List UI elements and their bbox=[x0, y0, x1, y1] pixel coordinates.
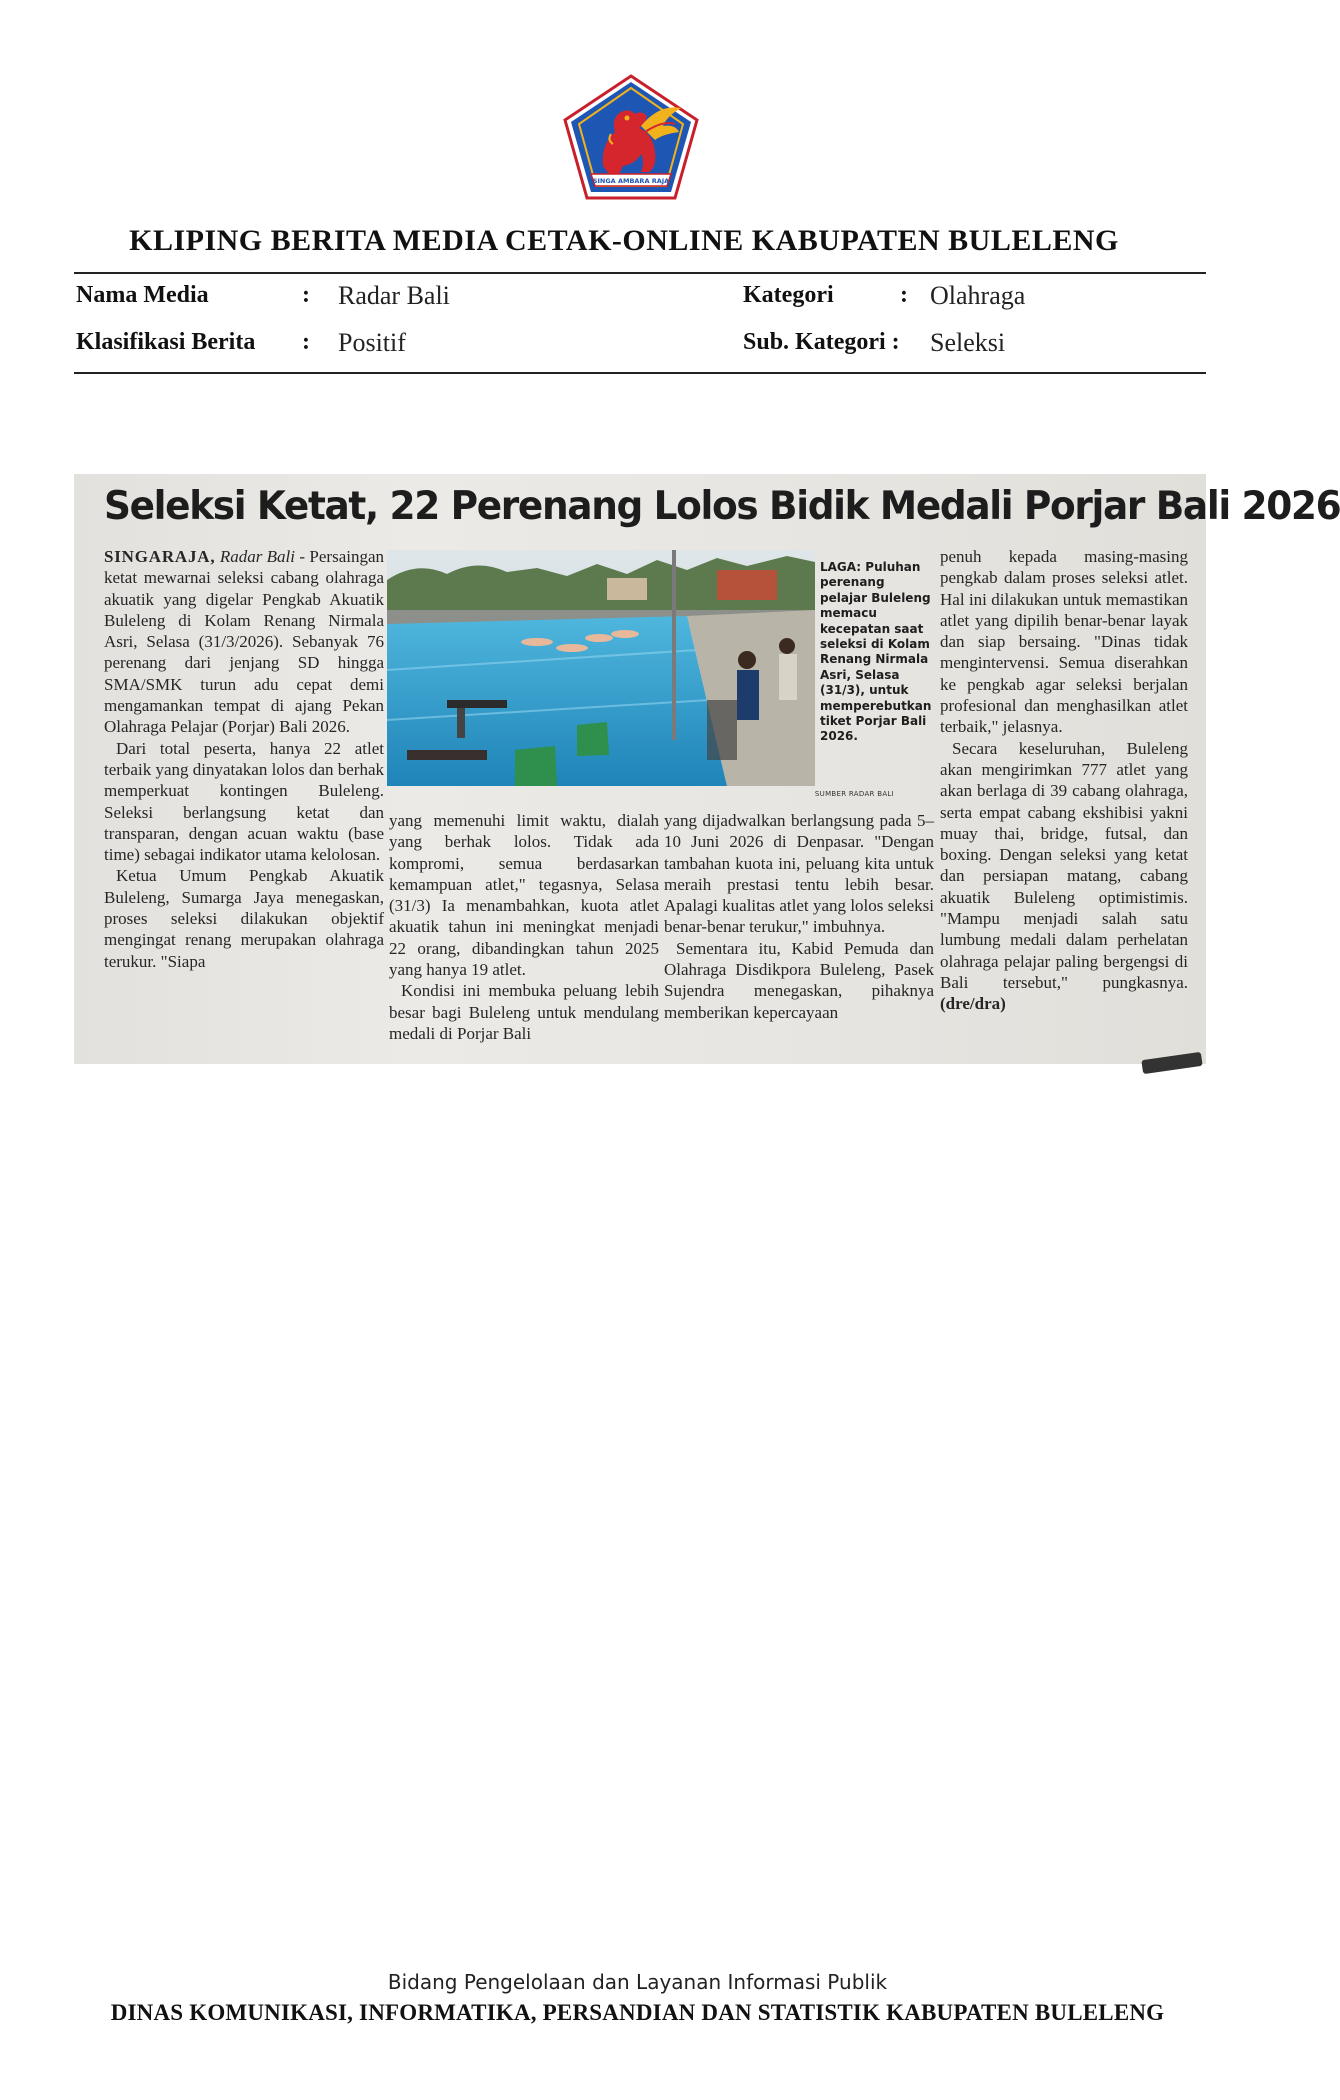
article-paragraph bbox=[104, 546, 384, 738]
article-source: Radar Bali bbox=[219, 547, 296, 566]
subcategory-label: Sub. Kategori : bbox=[743, 329, 900, 355]
article-paragraph: yang memenuhi limit waktu, dialah yang berhak lolos. Tidak ada kompromi, semua berdasarkan kemampuan atlet," tegasnya, Selasa (31/3) Ia menambahkan, kuota atlet akuatik tahun ini meningkat menjadi 22 orang, dibandingkan tahun 2025 yang hanya 19 atlet. bbox=[389, 811, 659, 980]
article-column-2 bbox=[389, 810, 659, 1044]
media-colon: : bbox=[302, 282, 310, 308]
classification-value: Positif bbox=[338, 328, 406, 357]
subcategory-value: Seleksi bbox=[930, 328, 1006, 357]
category-colon: : bbox=[900, 282, 908, 308]
photo-credit: SUMBER RADAR BALI bbox=[814, 790, 894, 798]
logo-text: SINGA AMBARA RAJA bbox=[592, 177, 670, 185]
footer-agency: DINAS KOMUNIKASI, INFORMATIKA, PERSANDIAN DAN STATISTIK KABUPATEN BULELENG bbox=[110, 2000, 1165, 2025]
photo-caption: LAGA: Puluhan perenang pelajar Buleleng memacu kecepatan saat seleksi di Kolam Renang Nirmala Asri, Selasa (31/3), untuk memperebutkan tiket Porjar Bali 2026. bbox=[820, 560, 932, 744]
article-text: - Persaingan ketat mewarnai seleksi cabang olahraga akuatik yang digelar Pengkab Akuatik Buleleng di Kolam Renang Nirmala Asri, Selasa (31/3/2026). Sebanyak 76 perenang dari jenjang SD hingga SMA/SMK turun adu cepat demi mengamankan tempat di ajang Pekan Olahraga Pelajar (Porjar) Bali 2026. bbox=[104, 547, 385, 737]
article-dateline: SINGARAJA, bbox=[104, 547, 216, 566]
article-paragraph: Sementara itu, Kabid Pemuda dan Olahraga Disdikpora Buleleng, Pasek Sujendra menegaskan, pihaknya memberikan kepercayaan bbox=[664, 938, 934, 1022]
article-paragraph: penuh kepada masing-masing pengkab dalam proses seleksi atlet. Hal ini dilakukan untuk memastikan atlet yang dipilih benar-benar layak dan siap bersaing. "Dinas tidak mengintervensi. Semua diserahkan ke pengkab agar seleksi berjalan profesional dan menghasilkan atlet terbaik," jelasnya. bbox=[940, 547, 1188, 737]
media-label: Nama Media bbox=[76, 282, 209, 308]
article-column-1 bbox=[104, 546, 384, 972]
article-paragraph: Ketua Umum Pengkab Akuatik Buleleng, Sumarga Jaya menegaskan, proses seleksi dilakukan objektif mengingat renang merupakan olahraga terukur. "Siapa bbox=[104, 866, 384, 971]
article-paragraph: yang dijadwalkan berlangsung pada 5–10 Juni 2026 di Denpasar. "Dengan tambahan kuota ini, peluang kita untuk meraih prestasi tentu lebih besar. Apalagi kualitas atlet yang lolos seleksi benar-benar terukur," imbuhnya. bbox=[664, 811, 934, 937]
document-title: KLIPING BERITA MEDIA CETAK-ONLINE KABUPATEN BULELENG bbox=[129, 224, 1119, 257]
category-label: Kategori bbox=[743, 282, 834, 308]
article-headline: Seleksi Ketat, 22 Perenang Lolos Bidik Medali Porjar Bali 2026 bbox=[104, 484, 1340, 529]
classification-label: Klasifikasi Berita bbox=[76, 329, 256, 355]
divider-bottom bbox=[74, 372, 1206, 374]
article-paragraph bbox=[940, 738, 1188, 1015]
article-paragraph: Kondisi ini membuka peluang lebih besar bagi Buleleng untuk mendulang medali di Porjar Bali bbox=[389, 981, 659, 1043]
article-text: Secara keseluruhan, Buleleng akan mengirimkan 777 atlet yang akan berlaga di 39 cabang olahraga, serta empat cabang ekshibisi yakni muay thai, bridge, futsal, dan boxing. Dengan seleksi yang ketat dan persiapan matang, cabang akuatik Buleleng optimistimis. "Mampu menjadi salah satu lumbung medali dalam perhelatan olahraga pelajar paling bergengsi di Bali tersebut," pungkasnya. bbox=[940, 738, 1188, 992]
buleleng-emblem-icon bbox=[563, 74, 699, 200]
divider-top bbox=[74, 272, 1206, 274]
swimming-pool-photo bbox=[387, 550, 815, 786]
footer-division: Bidang Pengelolaan dan Layanan Informasi Publik bbox=[387, 1970, 888, 1994]
category-value: Olahraga bbox=[930, 281, 1026, 310]
article-byline: (dre/dra) bbox=[940, 994, 1006, 1014]
news-clipping bbox=[74, 474, 1340, 1064]
article-column-4 bbox=[940, 546, 1188, 1015]
clipping-corner-mark bbox=[1141, 1052, 1202, 1074]
media-value: Radar Bali bbox=[338, 281, 450, 310]
article-column-3 bbox=[664, 810, 934, 1023]
classification-colon: : bbox=[302, 329, 310, 355]
article-paragraph: Dari total peserta, hanya 22 atlet terbaik yang dinyatakan lolos dan berhak memperkuat kontingen Buleleng. Seleksi berlangsung ketat dan transparan, dengan acuan waktu (base time) sebagai indikator utama kelolosan. bbox=[104, 738, 384, 865]
